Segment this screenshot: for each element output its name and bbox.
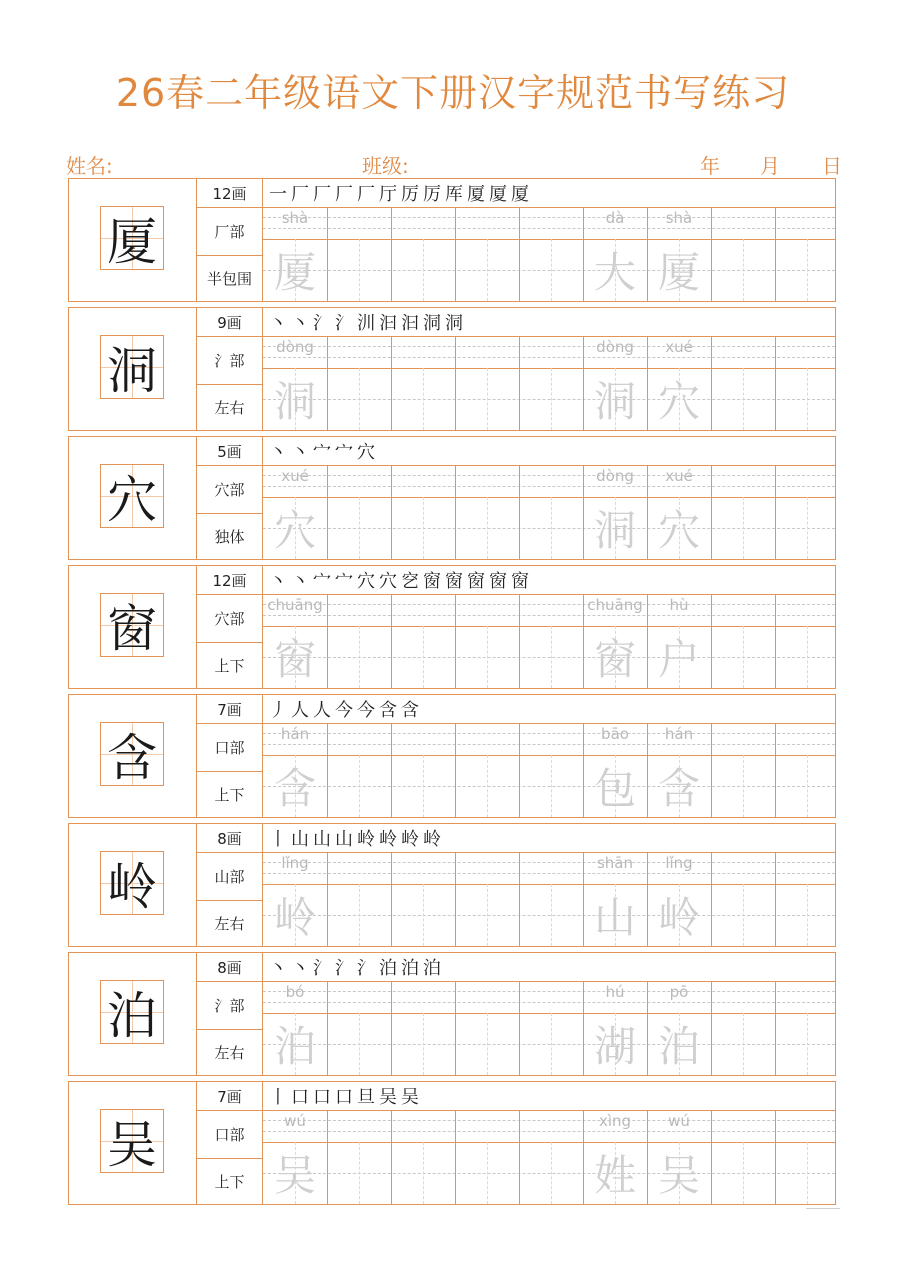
tracing-cell[interactable] <box>327 757 391 815</box>
stroke-step: 岭 <box>401 829 419 850</box>
stroke-count: 12画 <box>197 566 262 595</box>
tracing-cell[interactable]: 窗 <box>593 635 636 684</box>
stroke-step: 厦 <box>511 184 529 205</box>
model-char: 厦 <box>107 213 157 271</box>
tracing-cell[interactable] <box>391 1015 455 1073</box>
pinyin-guide-line <box>263 873 835 874</box>
model-char-box <box>100 851 164 915</box>
char-info-column <box>197 566 263 688</box>
radical: 穴部 <box>197 594 262 643</box>
tracing-cell[interactable]: 厦 <box>273 248 316 297</box>
pinyin-cell[interactable]: dòng <box>596 338 634 356</box>
stroke-order <box>269 568 533 592</box>
stroke-order <box>269 181 533 205</box>
char-block <box>68 436 836 560</box>
pinyin-guide-line <box>263 744 835 745</box>
stroke-step: 窗 <box>511 571 529 592</box>
pinyin-cell[interactable]: lǐng <box>665 854 693 872</box>
stroke-step: 氵 <box>313 958 331 979</box>
tracing-cell[interactable] <box>775 499 839 557</box>
model-char: 穴 <box>107 471 157 529</box>
pinyin-guide-line <box>263 1131 835 1132</box>
pinyin-cell[interactable]: chuāng <box>267 596 323 614</box>
stroke-step: 吴 <box>379 1087 397 1108</box>
pinyin-cell[interactable]: bó <box>285 983 305 1001</box>
tracing-cell[interactable]: 泊 <box>657 1022 700 1071</box>
stroke-step: 汌 <box>357 313 375 334</box>
pinyin-cell[interactable]: shà <box>281 209 309 227</box>
stroke-step: 一 <box>269 184 287 205</box>
model-char: 窗 <box>107 600 157 658</box>
model-char-box <box>100 206 164 270</box>
model-char-column <box>69 695 197 817</box>
stroke-count: 8画 <box>197 824 262 853</box>
pinyin-guide-line <box>263 346 835 347</box>
stroke-step: 泊 <box>423 958 441 979</box>
stroke-step: 丶 <box>291 442 309 463</box>
stroke-order <box>269 439 379 463</box>
pinyin-guide-line <box>263 357 835 358</box>
stroke-step: 宀 <box>335 571 353 592</box>
model-char-box <box>100 980 164 1044</box>
tracing-cell[interactable] <box>711 370 775 428</box>
stroke-step: 丶 <box>269 958 287 979</box>
structure: 左右 <box>214 398 245 417</box>
pinyin-cell[interactable]: lǐng <box>281 854 309 872</box>
tracing-cell[interactable] <box>327 886 391 944</box>
corner-mark <box>806 1208 840 1213</box>
writing-area <box>263 824 835 946</box>
stroke-count: 12画 <box>197 179 262 208</box>
stroke-step: 洞 <box>423 313 441 334</box>
pinyin-cell[interactable]: dòng <box>276 338 314 356</box>
tracing-cell[interactable]: 穴 <box>657 506 700 555</box>
stroke-order <box>269 955 445 979</box>
structure: 左右 <box>214 914 245 933</box>
tracing-cell[interactable] <box>519 628 583 686</box>
stroke-step: 厅 <box>379 184 397 205</box>
char-block <box>68 952 836 1076</box>
pinyin-cell[interactable]: pō <box>669 983 689 1001</box>
tracing-cell[interactable] <box>455 499 519 557</box>
stroke-step: 山 <box>313 829 331 850</box>
writing-area <box>263 437 835 559</box>
tracing-cell[interactable] <box>327 241 391 299</box>
model-char: 含 <box>107 729 157 787</box>
pinyin-cell[interactable]: chuāng <box>587 596 643 614</box>
tracing-cell[interactable]: 吴 <box>273 1151 316 1200</box>
writing-area <box>263 179 835 301</box>
pinyin-cell[interactable]: xué <box>281 467 309 485</box>
tracing-cell[interactable] <box>455 1144 519 1202</box>
stroke-order <box>269 826 445 850</box>
grid-line <box>263 336 835 337</box>
stroke-step: 丶 <box>291 313 309 334</box>
stroke-step: 丶 <box>269 571 287 592</box>
tracing-cell[interactable] <box>327 499 391 557</box>
stroke-step: 人 <box>291 700 309 721</box>
stroke-step: 岭 <box>379 829 397 850</box>
tracing-cell[interactable] <box>455 628 519 686</box>
grid-line <box>263 852 835 853</box>
pinyin-guide-line <box>263 615 835 616</box>
char-block <box>68 694 836 818</box>
char-block <box>68 1081 836 1205</box>
stroke-count: 9画 <box>197 308 262 337</box>
stroke-step: 岭 <box>423 829 441 850</box>
grid-line <box>263 594 835 595</box>
structure: 半包围 <box>206 269 252 288</box>
tracing-cell[interactable] <box>775 241 839 299</box>
stroke-step: 宀 <box>313 571 331 592</box>
pinyin-cell[interactable]: shān <box>596 854 634 872</box>
model-char-column <box>69 308 197 430</box>
stroke-step: 丶 <box>291 958 309 979</box>
stroke-step: 厂 <box>357 184 375 205</box>
stroke-step: 旦 <box>357 1087 375 1108</box>
stroke-step: 窗 <box>489 571 507 592</box>
radical: 口部 <box>197 723 262 772</box>
char-block <box>68 565 836 689</box>
tracing-cell[interactable]: 穴 <box>657 377 700 426</box>
model-char-column <box>69 1082 197 1204</box>
tracing-cell[interactable] <box>775 886 839 944</box>
tracing-cell[interactable] <box>327 628 391 686</box>
stroke-count: 8画 <box>197 953 262 982</box>
grid-line <box>263 239 835 240</box>
tracing-cell[interactable]: 含 <box>273 764 316 813</box>
pinyin-cell[interactable]: xué <box>665 467 693 485</box>
stroke-step: 丶 <box>291 571 309 592</box>
stroke-step: 宀 <box>335 442 353 463</box>
tracing-cell[interactable] <box>519 886 583 944</box>
tracing-cell[interactable]: 窗 <box>273 635 316 684</box>
tracing-cell[interactable] <box>391 370 455 428</box>
char-info-column <box>197 308 263 430</box>
tracing-cell[interactable] <box>711 886 775 944</box>
pinyin-cell[interactable]: wú <box>668 1112 690 1130</box>
stroke-step: 厂 <box>335 184 353 205</box>
structure: 独体 <box>214 527 245 546</box>
pinyin-cell[interactable]: hù <box>669 596 689 614</box>
model-char: 岭 <box>107 858 157 916</box>
writing-area <box>263 695 835 817</box>
tracing-cell[interactable] <box>775 370 839 428</box>
pinyin-cell[interactable]: dòng <box>596 467 634 485</box>
tracing-cell[interactable]: 吴 <box>657 1151 700 1200</box>
pinyin-cell[interactable]: xué <box>665 338 693 356</box>
class-label: 班级: <box>362 154 409 178</box>
tracing-cell[interactable]: 户 <box>657 635 700 684</box>
stroke-count: 5画 <box>197 437 262 466</box>
pinyin-cell[interactable]: hú <box>605 983 625 1001</box>
stroke-step: 宀 <box>313 442 331 463</box>
tracing-cell[interactable] <box>775 757 839 815</box>
pinyin-cell[interactable]: shà <box>665 209 693 227</box>
tracing-cell[interactable]: 岭 <box>273 893 316 942</box>
tracing-cell[interactable] <box>519 241 583 299</box>
model-char-column <box>69 437 197 559</box>
tracing-cell[interactable] <box>455 757 519 815</box>
pinyin-guide-line <box>263 862 835 863</box>
pinyin-guide-line <box>263 604 835 605</box>
tracing-cell[interactable] <box>775 1015 839 1073</box>
grid-line <box>263 981 835 982</box>
stroke-step: 穴 <box>357 442 375 463</box>
month-label: 月 <box>760 154 780 178</box>
model-char: 吴 <box>107 1116 157 1174</box>
char-info-column <box>197 179 263 301</box>
stroke-step: 泊 <box>379 958 397 979</box>
pinyin-cell[interactable]: wú <box>284 1112 306 1130</box>
stroke-order <box>269 310 467 334</box>
model-char-column <box>69 179 197 301</box>
tracing-cell[interactable] <box>519 1015 583 1073</box>
stroke-step: 厉 <box>401 184 419 205</box>
pinyin-guide-line <box>263 486 835 487</box>
tracing-cell[interactable] <box>711 499 775 557</box>
pinyin-guide-line <box>263 1002 835 1003</box>
stroke-step: 汩 <box>379 313 397 334</box>
grid-line <box>263 755 835 756</box>
tracing-cell[interactable] <box>391 886 455 944</box>
tracing-cell[interactable]: 洞 <box>593 377 636 426</box>
radical: 氵部 <box>197 981 262 1030</box>
tracing-cell[interactable] <box>519 499 583 557</box>
tracing-cell[interactable] <box>391 1144 455 1202</box>
stroke-step: 人 <box>313 700 331 721</box>
tracing-cell[interactable] <box>455 1015 519 1073</box>
stroke-step: 厉 <box>423 184 441 205</box>
stroke-step: 今 <box>335 700 353 721</box>
grid-line <box>263 368 835 369</box>
stroke-step: 洞 <box>445 313 463 334</box>
structure: 上下 <box>214 656 245 675</box>
tracing-cell[interactable] <box>391 499 455 557</box>
model-char-column <box>69 953 197 1075</box>
tracing-cell[interactable] <box>775 628 839 686</box>
tracing-cell[interactable] <box>327 1144 391 1202</box>
model-char-box <box>100 335 164 399</box>
model-char-box <box>100 593 164 657</box>
stroke-step: 丨 <box>269 829 287 850</box>
tracing-cell[interactable] <box>711 241 775 299</box>
radical: 氵部 <box>197 336 262 385</box>
tracing-cell[interactable]: 洞 <box>273 377 316 426</box>
char-info-column <box>197 953 263 1075</box>
pinyin-cell[interactable]: hán <box>664 725 694 743</box>
grid-line <box>263 1110 835 1111</box>
char-info-column <box>197 824 263 946</box>
tracing-cell[interactable]: 湖 <box>593 1022 636 1071</box>
tracing-cell[interactable]: 洞 <box>593 506 636 555</box>
tracing-cell[interactable] <box>711 1015 775 1073</box>
char-info-column <box>197 437 263 559</box>
stroke-step: 氵 <box>313 313 331 334</box>
tracing-cell[interactable] <box>775 1144 839 1202</box>
structure: 上下 <box>214 1172 245 1191</box>
pinyin-cell[interactable]: xìng <box>598 1112 632 1130</box>
grid-line <box>263 497 835 498</box>
tracing-cell[interactable] <box>455 886 519 944</box>
pinyin-cell[interactable]: dà <box>605 209 625 227</box>
stroke-step: 山 <box>291 829 309 850</box>
writing-area <box>263 1082 835 1204</box>
radical: 穴部 <box>197 465 262 514</box>
grid-line <box>263 465 835 466</box>
radical: 山部 <box>197 852 262 901</box>
char-info-column <box>197 695 263 817</box>
stroke-step: 吴 <box>401 1087 419 1108</box>
tracing-cell[interactable] <box>391 241 455 299</box>
stroke-step: 口 <box>291 1087 309 1108</box>
structure: 左右 <box>214 1043 245 1062</box>
stroke-order <box>269 697 423 721</box>
char-block <box>68 823 836 947</box>
stroke-step: 穵 <box>401 571 419 592</box>
stroke-step: 丿 <box>269 700 287 721</box>
pinyin-cell[interactable]: bāo <box>601 725 629 743</box>
pinyin-guide-line <box>263 228 835 229</box>
tracing-cell[interactable]: 包 <box>593 764 636 813</box>
stroke-step: 厍 <box>445 184 463 205</box>
stroke-step: 厂 <box>313 184 331 205</box>
tracing-cell[interactable] <box>391 757 455 815</box>
tracing-cell[interactable]: 穴 <box>273 506 316 555</box>
char-info-column <box>197 1082 263 1204</box>
stroke-step: 含 <box>379 700 397 721</box>
stroke-step: 穴 <box>357 571 375 592</box>
stroke-step: 厦 <box>489 184 507 205</box>
writing-area <box>263 566 835 688</box>
stroke-step: 丨 <box>269 1087 287 1108</box>
stroke-order <box>269 1084 423 1108</box>
year-label: 年 <box>700 154 720 178</box>
grid-line <box>263 884 835 885</box>
tracing-cell[interactable]: 含 <box>657 764 700 813</box>
tracing-cell[interactable] <box>391 628 455 686</box>
name-label: 姓名: <box>66 154 113 178</box>
model-char-column <box>69 824 197 946</box>
tracing-cell[interactable] <box>519 757 583 815</box>
tracing-cell[interactable] <box>711 1144 775 1202</box>
stroke-step: 窗 <box>423 571 441 592</box>
tracing-cell[interactable]: 岭 <box>657 893 700 942</box>
stroke-count: 7画 <box>197 1082 262 1111</box>
char-block <box>68 307 836 431</box>
stroke-step: 口 <box>313 1087 331 1108</box>
model-char-box <box>100 464 164 528</box>
page-title: 26春二年级语文下册汉字规范书写练习 <box>115 71 791 115</box>
grid-line <box>263 1142 835 1143</box>
model-char: 洞 <box>107 342 157 400</box>
stroke-step: 氵 <box>335 313 353 334</box>
radical: 厂部 <box>197 207 262 256</box>
stroke-step: 口 <box>335 1087 353 1108</box>
grid-line <box>263 1013 835 1014</box>
model-char-column <box>69 566 197 688</box>
writing-area <box>263 308 835 430</box>
writing-area <box>263 953 835 1075</box>
stroke-step: 厂 <box>291 184 309 205</box>
tracing-cell[interactable]: 姓 <box>593 1151 636 1200</box>
stroke-step: 今 <box>357 700 375 721</box>
tracing-cell[interactable] <box>455 241 519 299</box>
tracing-cell[interactable] <box>519 370 583 428</box>
pinyin-guide-line <box>263 1120 835 1121</box>
grid-line <box>263 626 835 627</box>
grid-line <box>263 207 835 208</box>
tracing-cell[interactable]: 泊 <box>273 1022 316 1071</box>
stroke-step: 丶 <box>269 442 287 463</box>
tracing-cell[interactable]: 厦 <box>657 248 700 297</box>
stroke-count: 7画 <box>197 695 262 724</box>
stroke-step: 窗 <box>467 571 485 592</box>
pinyin-guide-line <box>263 991 835 992</box>
pinyin-cell[interactable]: hán <box>280 725 310 743</box>
stroke-step: 含 <box>401 700 419 721</box>
stroke-step: 汩 <box>401 313 419 334</box>
radical: 口部 <box>197 1110 262 1159</box>
stroke-step: 氵 <box>335 958 353 979</box>
stroke-step: 氵 <box>357 958 375 979</box>
stroke-step: 丶 <box>269 313 287 334</box>
tracing-cell[interactable] <box>455 370 519 428</box>
model-char-box <box>100 722 164 786</box>
tracing-cell[interactable] <box>711 757 775 815</box>
structure: 上下 <box>214 785 245 804</box>
tracing-cell[interactable]: 大 <box>593 248 636 297</box>
tracing-cell[interactable] <box>711 628 775 686</box>
tracing-cell[interactable] <box>327 1015 391 1073</box>
model-char: 泊 <box>107 987 157 1045</box>
stroke-step: 穴 <box>379 571 397 592</box>
day-label: 日 <box>822 154 842 178</box>
grid-line <box>263 723 835 724</box>
pinyin-guide-line <box>263 475 835 476</box>
tracing-cell[interactable]: 山 <box>593 893 636 942</box>
stroke-step: 泊 <box>401 958 419 979</box>
pinyin-guide-line <box>263 217 835 218</box>
char-block <box>68 178 836 302</box>
stroke-step: 窗 <box>445 571 463 592</box>
stroke-step: 岭 <box>357 829 375 850</box>
stroke-step: 厦 <box>467 184 485 205</box>
pinyin-guide-line <box>263 733 835 734</box>
stroke-step: 山 <box>335 829 353 850</box>
model-char-box <box>100 1109 164 1173</box>
tracing-cell[interactable] <box>327 370 391 428</box>
tracing-cell[interactable] <box>519 1144 583 1202</box>
